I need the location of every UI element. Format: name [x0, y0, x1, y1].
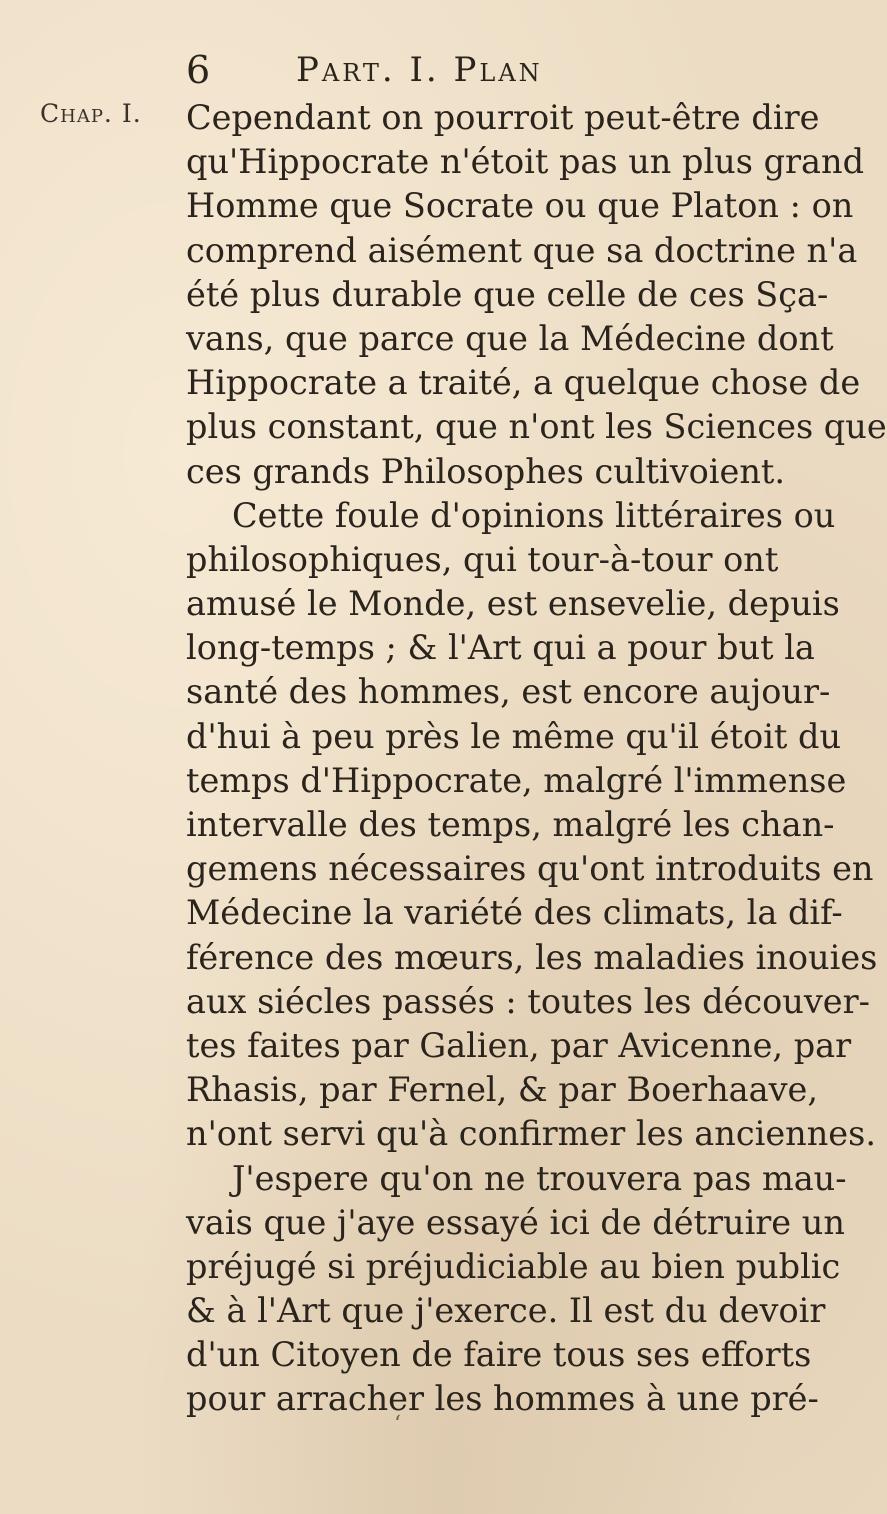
text-line: vans, que parce que la Médecine dont	[186, 318, 834, 358]
text-line: qu'Hippocrate n'étoit pas un plus grand	[186, 142, 865, 182]
text-line: long-temps ; & l'Art qui a pour but la	[186, 628, 815, 668]
stray-ink-mark: ʻ	[394, 1412, 401, 1437]
text-line: & à l'Art que j'exerce. Il est du devoir	[186, 1291, 826, 1331]
text-line: amusé le Monde, est ensevelie, depuis	[186, 584, 840, 624]
text-line: intervalle des temps, malgré les chan-	[186, 805, 835, 844]
text-line: Homme que Socrate ou que Platon : on	[186, 186, 854, 226]
text-line: d'hui à peu près le même qu'il étoit du	[186, 716, 842, 756]
text-line: aux siécles passés : toutes les découver-	[186, 981, 870, 1021]
text-line: plus constant, que n'ont les Sciences que	[186, 407, 887, 447]
text-line: n'ont servi qu'à confirmer les anciennes.	[186, 1114, 876, 1154]
text-line: Rhasis, par Fernel, & par Boerhaave,	[186, 1070, 819, 1110]
text-line: d'un Citoyen de faire tous ses efforts	[186, 1335, 812, 1375]
text-line: été plus durable que celle de ces Sça-	[186, 274, 829, 314]
text-line: préjugé si préjudiciable au bien public	[186, 1246, 841, 1286]
text-line: philosophiques, qui tour-à-tour ont	[186, 539, 779, 579]
text-line: pour arracher les hommes à une pré-	[186, 1379, 819, 1419]
paragraph-start-line: J'espere qu'on ne trouvera pas mau-	[232, 1158, 847, 1198]
margin-note-chapter: Chap. I.	[40, 99, 142, 128]
text-line: temps d'Hippocrate, malgré l'immense	[186, 760, 847, 800]
text-line: Cependant on pourroit peut-être dire	[186, 98, 820, 137]
text-line: vais que j'aye essayé ici de détruire un	[186, 1202, 845, 1242]
text-line: férence des mœurs, les maladies inouies	[186, 937, 878, 977]
page-header	[168, 48, 728, 98]
page-number: 6	[186, 48, 212, 92]
text-line: ces grands Philosophes cultivoient.	[186, 451, 786, 491]
running-title: Part. I. Plan	[296, 50, 543, 90]
paragraph-start-line: Cette foule d'opinions littéraires ou	[232, 495, 836, 535]
text-line: Médecine la variété des climats, la dif-	[186, 893, 843, 933]
text-line: comprend aisément que sa doctrine n'a	[186, 230, 858, 270]
text-line: gemens nécessaires qu'ont introduits en	[186, 849, 874, 889]
body-text	[186, 96, 887, 1422]
text-line: tes faites par Galien, par Avicenne, par	[186, 1025, 852, 1065]
text-line: santé des hommes, est encore aujour-	[186, 672, 831, 712]
text-line: Hippocrate a traité, a quelque chose de	[186, 363, 861, 403]
